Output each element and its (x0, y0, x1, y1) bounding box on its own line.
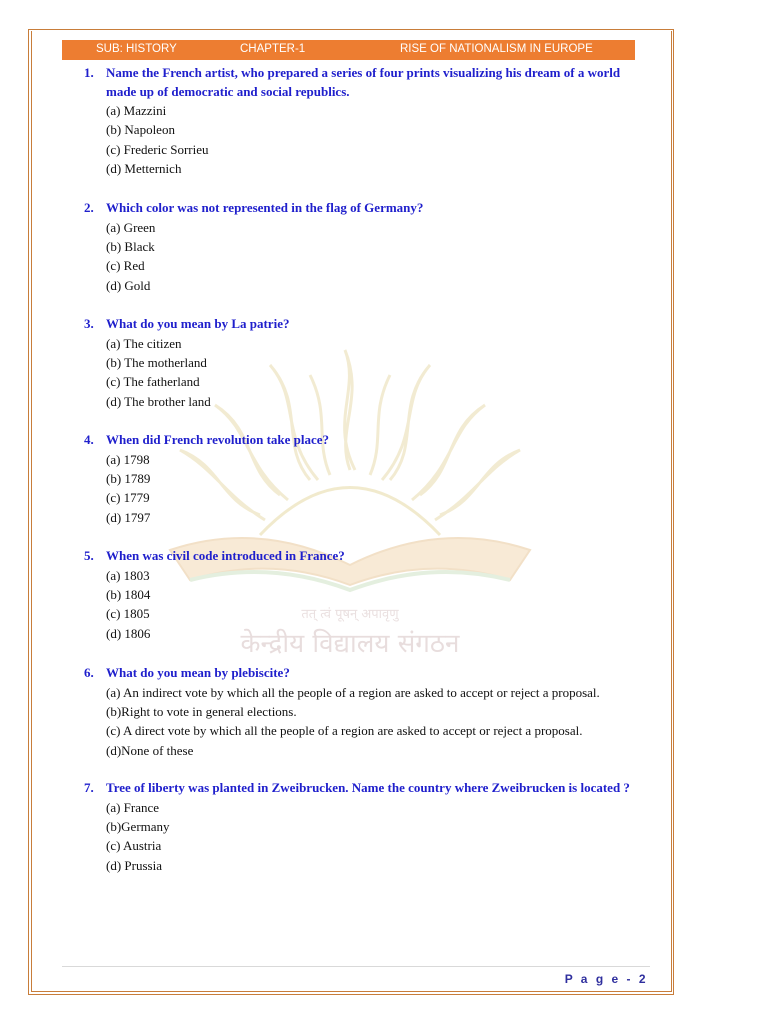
header-subject: SUB: HISTORY (96, 43, 177, 55)
option-list (106, 334, 644, 412)
option: (b) Black (106, 238, 155, 254)
option: (c) The fatherland (106, 374, 200, 390)
page-number: P a g e - 2 (564, 972, 648, 986)
watermark-motto: तत् त्वं पूषन् अपावृणु (301, 607, 399, 622)
question-title (84, 64, 644, 101)
question-title (84, 779, 644, 798)
question-text: What do you mean by plebiscite? (106, 665, 290, 680)
header-title: RISE OF NATIONALISM IN EUROPE (400, 43, 593, 55)
option: (c) A direct vote by which all the people of a region are asked to accept or reject a proposal. (106, 723, 583, 739)
option-list (106, 218, 644, 296)
question-block (84, 64, 644, 179)
option: (a) Green (106, 219, 156, 235)
question-text: When was civil code introduced in France? (106, 548, 345, 563)
option: (d) Metternich (106, 161, 182, 177)
question-block (84, 431, 644, 527)
option-list (106, 566, 644, 644)
watermark-org-name: केन्द्रीय विद्यालय संगठन (240, 629, 460, 659)
option: (c) Frederic Sorrieu (106, 141, 209, 157)
question-number: 3. (84, 316, 94, 331)
question-text: Which color was not represented in the flag of Germany? (106, 200, 424, 215)
question-title (84, 547, 644, 566)
option: (a) An indirect vote by which all the people of a region are asked to accept or reject a proposal. (106, 684, 600, 700)
question-text: Name the French artist, who prepared a series of four prints visualizing his dream of a world made up of democratic and social republics. (106, 65, 621, 99)
question-title (84, 199, 644, 218)
option: (c) 1805 (106, 606, 150, 622)
option: (b)Right to vote in general elections. (106, 703, 297, 719)
option: (a) The citizen (106, 335, 182, 351)
option-list (106, 798, 644, 876)
option: (d) Gold (106, 277, 151, 293)
question-block (84, 547, 644, 643)
option-list (106, 450, 644, 528)
question-number: 2. (84, 200, 94, 215)
question-title (84, 664, 644, 683)
option: (a) France (106, 799, 160, 815)
question-block (84, 779, 644, 875)
question-text: Tree of liberty was planted in Zweibrucken. Name the country where Zweibrucken is located ? (106, 780, 630, 795)
header-chapter: CHAPTER-1 (240, 43, 306, 55)
option-list (106, 683, 644, 761)
option: (d) The brother land (106, 393, 211, 409)
option: (a) 1803 (106, 567, 150, 583)
question-block (84, 664, 644, 760)
option: (d)None of these (106, 742, 194, 758)
option: (b) Napoleon (106, 122, 175, 138)
option: (a) 1798 (106, 451, 150, 467)
question-block (84, 199, 644, 295)
footer-divider (62, 966, 650, 967)
option: (b)Germany (106, 818, 170, 834)
question-number: 7. (84, 780, 94, 795)
question-title (84, 431, 644, 450)
option: (d) Prussia (106, 857, 162, 873)
option: (c) Austria (106, 838, 162, 854)
option: (d) 1797 (106, 509, 151, 525)
option: (b) 1804 (106, 586, 151, 602)
question-number: 5. (84, 548, 94, 563)
question-text: What do you mean by La patrie? (106, 316, 290, 331)
option: (d) 1806 (106, 625, 151, 641)
option: (c) Red (106, 258, 145, 274)
question-number: 4. (84, 432, 94, 447)
option: (c) 1779 (106, 490, 150, 506)
option-list (106, 101, 644, 179)
question-title (84, 315, 644, 334)
option: (b) 1789 (106, 470, 151, 486)
option: (b) The motherland (106, 354, 207, 370)
question-block (84, 315, 644, 411)
question-number: 6. (84, 665, 94, 680)
question-text: When did French revolution take place? (106, 432, 330, 447)
header-bar (62, 40, 635, 60)
question-number: 1. (84, 65, 94, 80)
option: (a) Mazzini (106, 103, 167, 118)
